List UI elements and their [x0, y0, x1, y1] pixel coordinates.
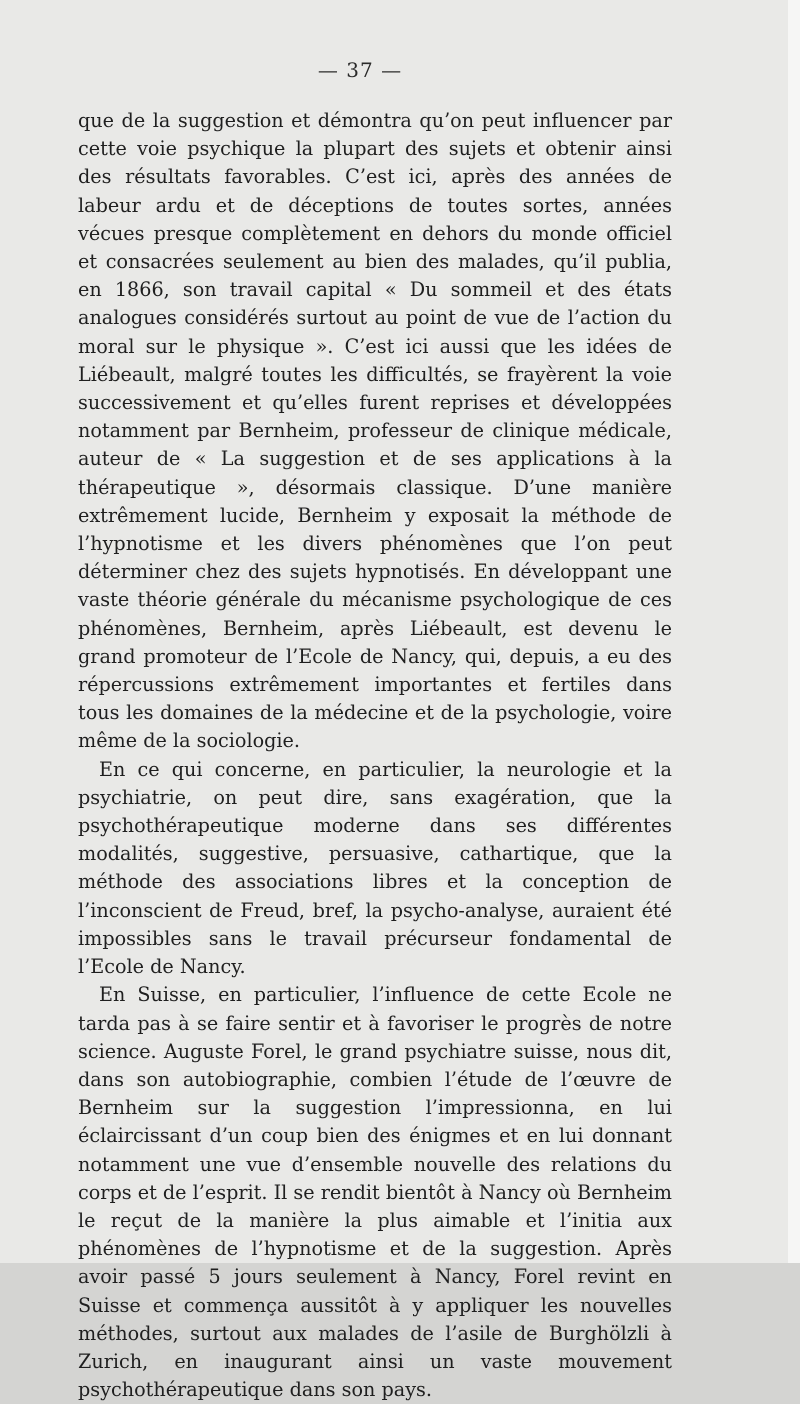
paragraph-1: que de la suggestion et démontra qu’on peut influencer par cette voie psychique la plupart des sujets et obtenir ainsi des résultats favorables. C’est ici, après des années de labeur ardu et de déceptions de toutes sortes, années vécues presque complètement en dehors du monde officiel et consacrées seulement au bien des malades, qu’il publia, en 1866, son travail capital « Du sommeil et des états analogues considérés surtout au point de vue de l’action du moral sur le physique ». C’est ici aussi que les idées de Liébeault, malgré toutes les difficultés, se frayèrent la voie successivement et qu’elles furent reprises et développées notamment par Bernheim, professeur de clinique médicale, auteur de « La suggestion et de ses applications à la thérapeutique », désormais classique. D’une manière extrêmement lucide, Bernheim y exposait la méthode de l’hypnotisme et les divers phénomènes que l’on peut déterminer chez des sujets hypnotisés. En développant une vaste théorie générale du mécanisme psychologique de ces phénomènes, Bernheim, après Liébeault, est devenu le grand promoteur de l’Ecole de Nancy, qui, depuis, a eu des répercussions extrêmement importantes et fertiles dans tous les domaines de la médecine et de la psychologie, voire même de la sociologie. [78, 109, 672, 753]
page-edge [788, 0, 800, 1263]
paragraph-2: En ce qui concerne, en particulier, la neurologie et la psychiatrie, on peut dire, sans exagération, que la psychothérapeutique moderne dans ses différentes modalités, suggestive, persuasive, cathartique, que la méthode des associations libres et la conception de l’inconscient de Freud, bref, la psycho-analyse, auraient été impossibles sans le travail précurseur fondamental de l’Ecole de Nancy. [78, 757, 672, 979]
page-number: — 37 — [317, 58, 403, 82]
body-text [78, 107, 672, 1404]
paragraph-3: En Suisse, en particulier, l’influence de cette Ecole ne tarda pas à se faire sentir et à favoriser le progrès de notre science. Auguste Forel, le grand psychiatre suisse, nous dit, dans son autobiographie, combien l’étude de l’œuvre de Bernheim sur la suggestion l’impressionna, en lui éclaircissant d’un coup bien des énigmes et en lui donnant notamment une vue d’ensemble nouvelle des relations du corps et de l’esprit. Il se rendit bientôt à Nancy où Bernheim le reçut de la manière la plus aimable et l’initia aux phénomènes de l’hypnotisme et de la suggestion. Après avoir passé 5 jours seulement à Nancy, Forel revint en Suisse et commença aussitôt à y appliquer les nouvelles méthodes, surtout aux malades de l’asile de Burghölzli à Zurich, en inaugurant ainsi un vaste mouvement psychothérapeutique dans son pays. [78, 983, 672, 1402]
